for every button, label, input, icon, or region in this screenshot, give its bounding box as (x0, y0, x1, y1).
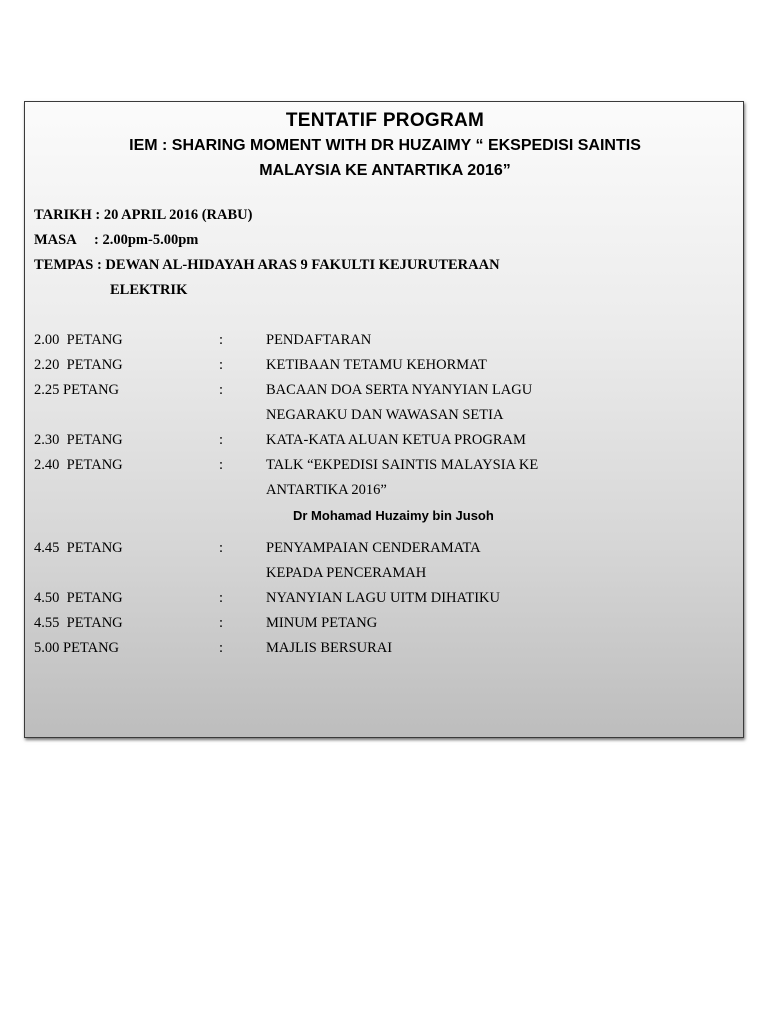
separator: : (219, 540, 224, 556)
schedule-activity: BACAAN DOA SERTA NYANYIAN LAGU (266, 382, 533, 398)
schedule-time: 2.20 PETANG (34, 357, 123, 373)
schedule-row (25, 540, 745, 562)
schedule-row (25, 640, 745, 662)
separator: : (219, 332, 224, 348)
schedule-time: 2.00 PETANG (34, 332, 123, 348)
separator: : (219, 357, 224, 373)
venue-line-continued: ELEKTRIK (110, 282, 188, 298)
schedule-activity: PENYAMPAIAN CENDERAMATA (266, 540, 481, 556)
schedule-row (25, 357, 745, 379)
schedule-row (25, 382, 745, 404)
schedule-row (25, 457, 745, 479)
separator: : (219, 590, 224, 606)
program-card (24, 101, 744, 738)
schedule-time: 4.50 PETANG (34, 590, 123, 606)
separator: : (219, 382, 224, 398)
schedule-time: 2.30 PETANG (34, 432, 123, 448)
separator: : (219, 640, 224, 656)
schedule-time: 4.45 PETANG (34, 540, 123, 556)
schedule-row (25, 590, 745, 612)
separator: : (219, 432, 224, 448)
schedule-activity: PENDAFTARAN (266, 332, 372, 348)
schedule-row (25, 432, 745, 454)
schedule-activity-continued: ANTARTIKA 2016” (266, 482, 387, 498)
schedule-activity: NYANYIAN LAGU UITM DIHATIKU (266, 590, 500, 606)
document-title: TENTATIF PROGRAM (285, 110, 485, 131)
schedule-activity: KETIBAAN TETAMU KEHORMAT (266, 357, 487, 373)
separator: : (219, 615, 224, 631)
separator: : (219, 457, 224, 473)
schedule-time: 2.40 PETANG (34, 457, 123, 473)
event-title-line-1: IEM : SHARING MOMENT WITH DR HUZAIMY “ EKSPEDISI SAINTIS (129, 137, 641, 154)
event-title-line-2: MALAYSIA KE ANTARTIKA 2016” (259, 162, 511, 179)
speaker-name: Dr Mohamad Huzaimy bin Jusoh (293, 508, 494, 523)
schedule-row (25, 615, 745, 637)
schedule-row (25, 332, 745, 354)
schedule-activity: TALK “EKPEDISI SAINTIS MALAYSIA KE (266, 457, 539, 473)
schedule-activity: MINUM PETANG (266, 615, 378, 631)
venue-line: TEMPAS : DEWAN AL-HIDAYAH ARAS 9 FAKULTI KEJURUTERAAN (34, 257, 500, 273)
schedule-time: 4.55 PETANG (34, 615, 123, 631)
date-line: TARIKH : 20 APRIL 2016 (RABU) (34, 207, 253, 223)
time-line: MASA : 2.00pm-5.00pm (34, 232, 199, 248)
schedule-activity: MAJLIS BERSURAI (266, 640, 393, 656)
schedule-activity-continued: NEGARAKU DAN WAWASAN SETIA (266, 407, 504, 423)
schedule-activity-continued: KEPADA PENCERAMAH (266, 565, 427, 581)
schedule-time: 2.25 PETANG (34, 382, 120, 398)
schedule-activity: KATA-KATA ALUAN KETUA PROGRAM (266, 432, 526, 448)
schedule-time: 5.00 PETANG (34, 640, 120, 656)
